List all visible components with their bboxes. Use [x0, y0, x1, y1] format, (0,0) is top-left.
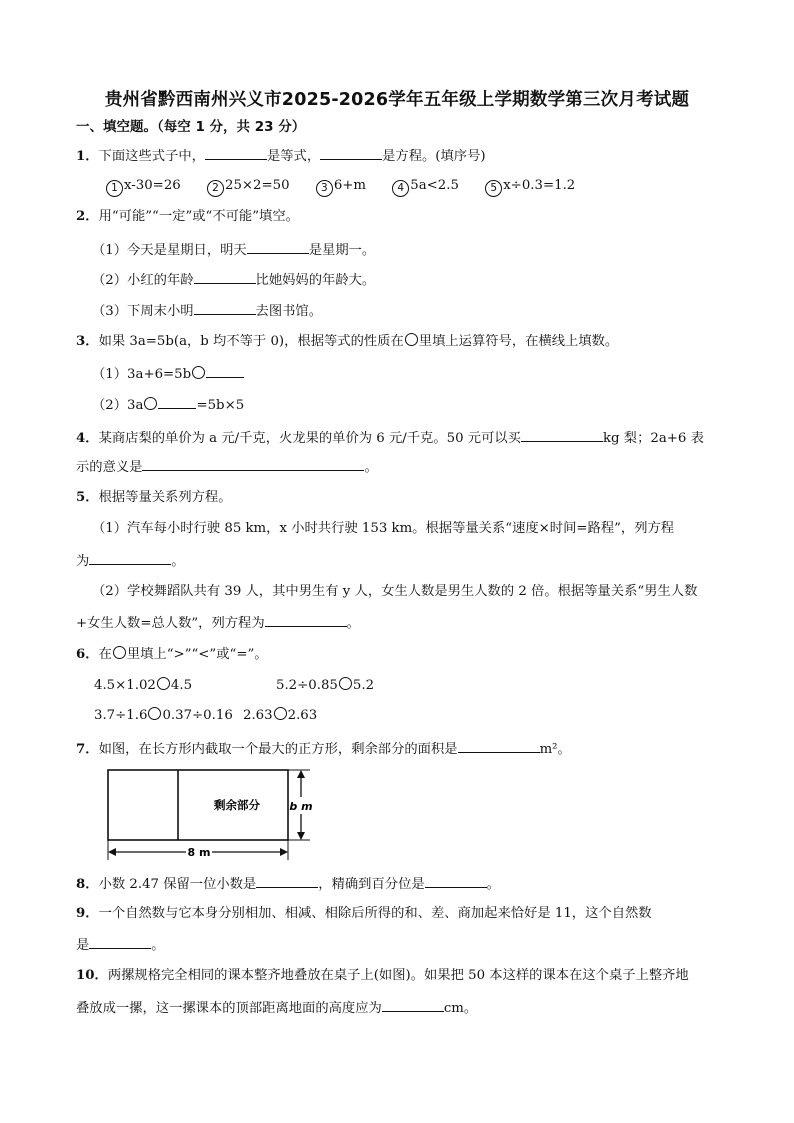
question-number: 10．: [76, 968, 108, 983]
question-7: 7．如图，在长方形内截取一个最大的正方形，剩余部分的面积是 m²。: [76, 739, 571, 759]
question-4: 4．某商店梨的单价为 a 元/千克，火龙果的单价为 6 元/千克。50 元可以买 kg 梨；2a+6 表: [76, 428, 704, 448]
question-number: 4．: [76, 431, 99, 446]
question-10: 10．两摞规格完全相同的课本整齐地叠放在桌子上(如图)。如果把 50 本这样的课本在这个桌子上整齐地: [76, 968, 689, 983]
answer-blank[interactable]: [382, 998, 444, 1012]
arrow-left-icon: [108, 848, 116, 856]
question-number: 6．: [76, 647, 99, 662]
question-3-sub-2: （2）3a =5b×5: [92, 395, 244, 415]
option-4: 4 5a<2.5: [392, 178, 459, 193]
option-5: 5 x÷0.3=1.2: [485, 178, 575, 193]
circle-blank-icon[interactable]: [405, 333, 418, 346]
compare-item-3: 3.7÷1.6 0.37÷0.16: [94, 708, 233, 723]
question-3: 3．如果 3a=5b(a，b 均不等于 0)，根据等式的性质在 里填上运算符号，在横线上填数。: [76, 334, 619, 349]
answer-blank[interactable]: [458, 739, 540, 753]
question-9: 9．一个自然数与它本身分别相加、相减、相除后所得的和、差、商加起来恰好是 11，这个自然数: [76, 906, 652, 921]
question-5-sub-2: （2）学校舞蹈队共有 39 人，其中男生有 y 人，女生人数是男生人数的 2 倍。根据等量关系“男生人数: [92, 584, 698, 599]
question-6: 6．在 里填上“>”“<”或“=”。: [76, 647, 268, 662]
question-number: 2．: [76, 209, 99, 224]
page-title: 贵州省黔西南州兴义市2025-2026学年五年级上学期数学第三次月考试题: [104, 90, 690, 110]
question-2-sub-3: （3）下周末小明 去图书馆。: [92, 301, 322, 321]
compare-item-2: 5.2÷0.85 5.2: [276, 678, 375, 693]
arrow-down-icon: [297, 832, 305, 840]
outer-rectangle: [108, 770, 288, 840]
question-5-sub-1-cont: 为 。: [76, 551, 185, 571]
rectangle-figure: [100, 764, 330, 864]
question-5: 5．根据等量关系列方程。: [76, 490, 232, 505]
question-2: 2．用“可能”“一定”或“不可能”填空。: [76, 209, 299, 224]
answer-blank[interactable]: [205, 146, 267, 160]
question-number: 7．: [76, 742, 99, 757]
circle-blank-icon[interactable]: [339, 677, 352, 690]
circled-number-icon: 2: [207, 180, 224, 197]
question-5-sub-2-cont: +女生人数=总人数”，列方程为 。: [76, 613, 360, 633]
circled-number-icon: 4: [392, 180, 409, 197]
answer-blank[interactable]: [194, 301, 256, 315]
question-4-cont: 示的意义是 。: [76, 457, 378, 477]
answer-blank[interactable]: [256, 874, 318, 888]
question-1: 1．下面这些式子中， 是等式， 是方程。(填序号): [76, 146, 486, 166]
answer-blank[interactable]: [89, 935, 151, 949]
compare-item-1: 4.5×1.02 4.5: [94, 678, 193, 693]
answer-blank[interactable]: [89, 551, 171, 565]
section-heading: 一、填空题。（每空 1 分，共 23 分）: [76, 119, 306, 135]
question-2-sub-2: （2）小红的年龄 比她妈妈的年龄大。: [92, 270, 375, 290]
circle-blank-icon[interactable]: [274, 707, 287, 720]
circle-blank-icon[interactable]: [148, 707, 161, 720]
width-label: 8 m: [187, 846, 211, 859]
question-5-sub-1: （1）汽车每小时行驶 85 km，x 小时共行驶 153 km。根据等量关系“速度×时间=路程”，列方程: [92, 521, 675, 536]
answer-blank[interactable]: [142, 457, 364, 471]
circle-blank-icon[interactable]: [113, 646, 126, 659]
option-3: 3 6+m: [316, 178, 366, 193]
arrow-right-icon: [280, 848, 288, 856]
circle-blank-icon[interactable]: [192, 366, 205, 379]
question-3-sub-1: （1）3a+6=5b: [92, 364, 244, 384]
circle-blank-icon[interactable]: [157, 677, 170, 690]
question-10-cont: 叠放成一摞，这一摞课本的顶部距离地面的高度应为 cm。: [76, 998, 477, 1018]
answer-blank[interactable]: [320, 146, 382, 160]
compare-item-4: 2.63 2.63: [243, 708, 318, 723]
arrow-up-icon: [297, 770, 305, 778]
option-2: 2 25×2=50: [207, 178, 290, 193]
question-number: 3．: [76, 334, 99, 349]
answer-blank[interactable]: [265, 613, 347, 627]
option-1: 1 x-30=26: [106, 178, 181, 193]
circled-number-icon: 3: [316, 180, 333, 197]
question-2-sub-1: （1）今天是星期日，明天 是星期一。: [92, 240, 375, 260]
answer-blank[interactable]: [247, 240, 309, 254]
circled-number-icon: 1: [106, 180, 123, 197]
height-label: b m: [289, 800, 313, 813]
answer-blank[interactable]: [158, 395, 196, 409]
answer-blank[interactable]: [425, 874, 487, 888]
circle-blank-icon[interactable]: [144, 397, 157, 410]
answer-blank[interactable]: [194, 270, 256, 284]
question-9-cont: 是 。: [76, 935, 165, 955]
answer-blank[interactable]: [206, 364, 244, 378]
remainder-label: 剩余部分: [214, 798, 260, 812]
question-number: 1．: [76, 149, 99, 164]
question-number: 8．: [76, 877, 99, 892]
question-number: 9．: [76, 906, 99, 921]
question-8: 8．小数 2.47 保留一位小数是 ，精确到百分位是 。: [76, 874, 500, 894]
circled-number-icon: 5: [485, 180, 502, 197]
question-1-options: [106, 177, 597, 197]
question-number: 5．: [76, 490, 99, 505]
answer-blank[interactable]: [521, 428, 603, 442]
